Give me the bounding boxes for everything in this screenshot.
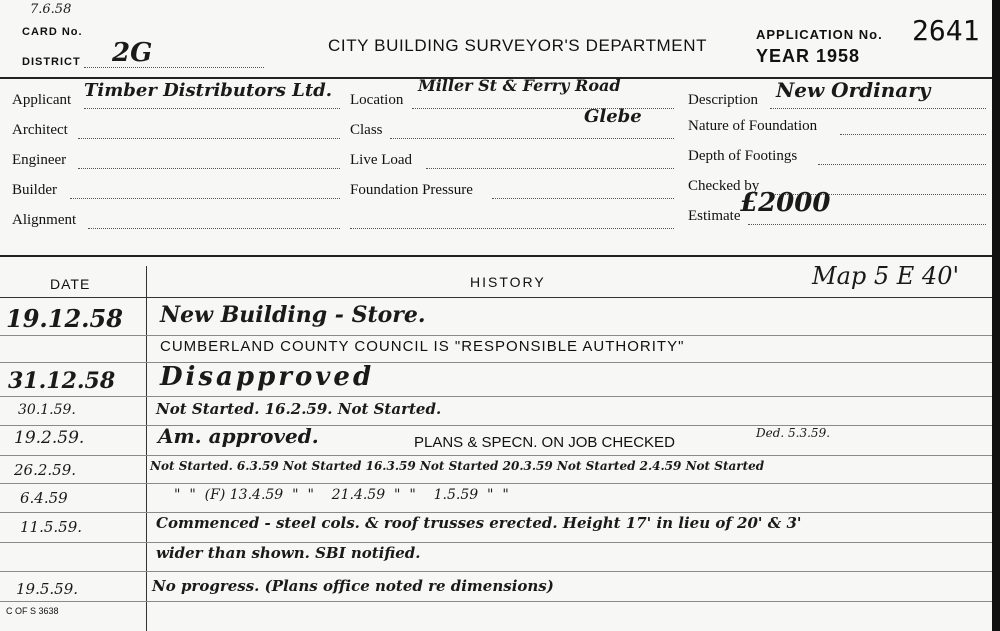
description-value: New Ordinary	[776, 78, 931, 102]
history-date: 19.5.59.	[16, 580, 79, 598]
description-label: Description	[688, 92, 758, 108]
estimate-value: £2000	[740, 188, 831, 218]
history-date: 26.2.59.	[14, 461, 77, 479]
location-value: Miller St & Ferry Road	[418, 76, 621, 95]
year: YEAR 1958	[756, 46, 861, 66]
builder-label: Builder	[12, 182, 57, 198]
application-number: 2641	[912, 14, 980, 47]
stamp-date: Ded. 5.3.59.	[756, 426, 831, 440]
estimate-label: Estimate	[688, 208, 741, 224]
responsible-authority-stamp: CUMBERLAND COUNTY COUNCIL IS "RESPONSIBLE AUTHORITY"	[160, 338, 685, 355]
plans-checked-stamp: PLANS & SPECN. ON JOB CHECKED	[414, 434, 675, 451]
checked-by-label: Checked by	[688, 178, 760, 194]
live-load-label: Live Load	[350, 152, 413, 168]
applicant-value: Timber Distributors Ltd.	[84, 80, 332, 101]
history-entry: New Building - Store.	[160, 302, 426, 328]
district-value: 2G	[112, 38, 153, 68]
card-edge-shadow	[992, 0, 1000, 631]
history-date: 19.2.59.	[14, 428, 85, 448]
history-entry: wider than shown. SBI notified.	[156, 544, 421, 562]
form-number: C OF S 3638	[6, 606, 59, 616]
class-label: Class	[350, 122, 383, 138]
history-entry: " " (F) 13.4.59 " " 21.4.59 " " 1.5.59 " "	[174, 487, 509, 503]
location-label: Location	[350, 92, 404, 108]
alignment-label: Alignment	[12, 212, 77, 228]
history-date: 11.5.59.	[20, 518, 83, 536]
date-header: DATE	[50, 276, 91, 292]
district-label: DISTRICT	[22, 56, 81, 68]
nature-foundation-label: Nature of Foundation	[688, 118, 818, 134]
depth-footings-label: Depth of Footings	[688, 148, 798, 164]
history-date: 31.12.58	[8, 368, 116, 394]
foundation-pressure-label: Foundation Pressure	[350, 182, 473, 198]
application-label: APPLICATION No.	[756, 27, 883, 42]
map-reference: Map 5 E 40'	[812, 262, 960, 290]
history-entry: Commenced - steel cols. & roof trusses erected. Height 17' in lieu of 20' & 3'	[156, 514, 802, 532]
history-entry: Not Started. 6.3.59 Not Started 16.3.59 Not Started 20.3.59 Not Started 2.4.59 Not Started	[150, 459, 765, 473]
history-header: HISTORY	[470, 274, 546, 290]
card-no-label: CARD No.	[22, 26, 83, 38]
class-value: Glebe	[584, 106, 642, 127]
history-entry: Am. approved.	[158, 424, 319, 448]
department-title: CITY BUILDING SURVEYOR'S DEPARTMENT	[328, 36, 708, 55]
top-scribble: 7.6.58	[30, 2, 72, 17]
architect-label: Architect	[12, 122, 68, 138]
history-entry: Disapproved	[160, 362, 375, 392]
history-entry: Not Started. 16.2.59. Not Started.	[156, 400, 442, 418]
applicant-label: Applicant	[12, 92, 72, 108]
history-date: 19.12.58	[6, 304, 123, 333]
history-entry: No progress. (Plans office noted re dimensions)	[152, 577, 554, 595]
engineer-label: Engineer	[12, 152, 67, 168]
history-date: 6.4.59	[20, 489, 68, 507]
history-date: 30.1.59.	[18, 402, 76, 418]
